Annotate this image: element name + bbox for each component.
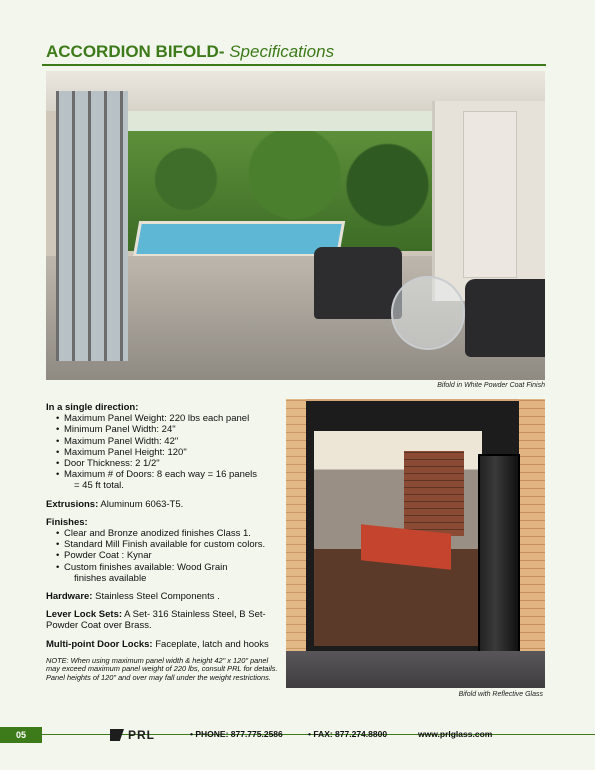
list-item-continuation: = 45 ft total. xyxy=(74,480,124,492)
list-item-continuation: finishes available xyxy=(74,572,147,584)
multipoint-label: Multi-point Door Locks: xyxy=(46,638,153,650)
extrusions-line xyxy=(46,499,278,510)
bifold-reflective-photo xyxy=(286,399,545,688)
extrusions-label: Extrusions: xyxy=(46,498,99,510)
list-item: • Standard Mill Finish available for custom colors. xyxy=(56,539,278,550)
list-item: • Maximum Panel Weight: 220 lbs each panel xyxy=(56,413,278,424)
single-direction-heading: In a single direction: xyxy=(46,402,139,413)
specifications-column xyxy=(46,402,278,683)
lever-lock-label: Lever Lock Sets: xyxy=(46,609,123,621)
hardware-label: Hardware: xyxy=(46,591,93,603)
extrusions-value: Aluminum 6063-T5. xyxy=(98,498,184,510)
top-photo-caption: Bifold in White Powder Coat Finish xyxy=(437,382,545,389)
lever-lock-line xyxy=(46,609,278,631)
footer-website[interactable]: www.prlglass.com xyxy=(418,729,493,739)
list-item: • Maximum Panel Height: 120" xyxy=(56,447,278,458)
list-item: • Maximum # of Doors: 8 each way = 16 panels xyxy=(56,469,278,480)
title-main: ACCORDION BIFOLD- xyxy=(46,42,225,61)
multipoint-value: Faceplate, latch and hooks xyxy=(152,638,269,650)
title-rule xyxy=(42,64,546,66)
list-item: • Minimum Panel Width: 24" xyxy=(56,424,278,435)
list-item: • Custom finishes available: Wood Grain xyxy=(56,562,278,573)
finishes-list xyxy=(46,528,278,573)
page-number: 05 xyxy=(0,727,42,743)
footer-fax: • FAX: 877.274.8800 xyxy=(308,729,388,739)
list-item: • Maximum Panel Width: 42" xyxy=(56,436,278,447)
finishes-heading: Finishes: xyxy=(46,516,88,528)
prl-logo-icon xyxy=(110,729,124,741)
footer-phone: • PHONE: 877.775.2586 xyxy=(190,729,283,739)
hardware-value: Stainless Steel Components . xyxy=(92,591,220,603)
single-direction-list xyxy=(46,413,278,480)
prl-logo xyxy=(110,728,155,742)
list-item: • Door Thickness: 2 1/2" xyxy=(56,458,278,469)
weight-note: NOTE: When using maximum panel width & height 42" x 120" panel may exceed maximum panel weight of 220 lbs, consult PRL for details. Panel heights of 120" and over may fall under the weight restrictions. xyxy=(46,655,278,683)
bottom-photo-caption: Bifold with Reflective Glass xyxy=(458,691,543,698)
bifold-white-photo xyxy=(46,71,545,380)
list-item: • Clear and Bronze anodized finishes Class 1. xyxy=(56,528,278,539)
hardware-line xyxy=(46,591,278,602)
page-title xyxy=(46,42,334,62)
list-item: • Powder Coat : Kynar xyxy=(56,550,278,561)
title-subtitle: Specifications xyxy=(224,42,335,61)
lever-lock-value: A Set- 316 Stainless Steel, B Set- Powder Coat over Brass. xyxy=(46,609,266,632)
multipoint-line xyxy=(46,639,278,650)
logo-text: PRL xyxy=(128,728,155,742)
